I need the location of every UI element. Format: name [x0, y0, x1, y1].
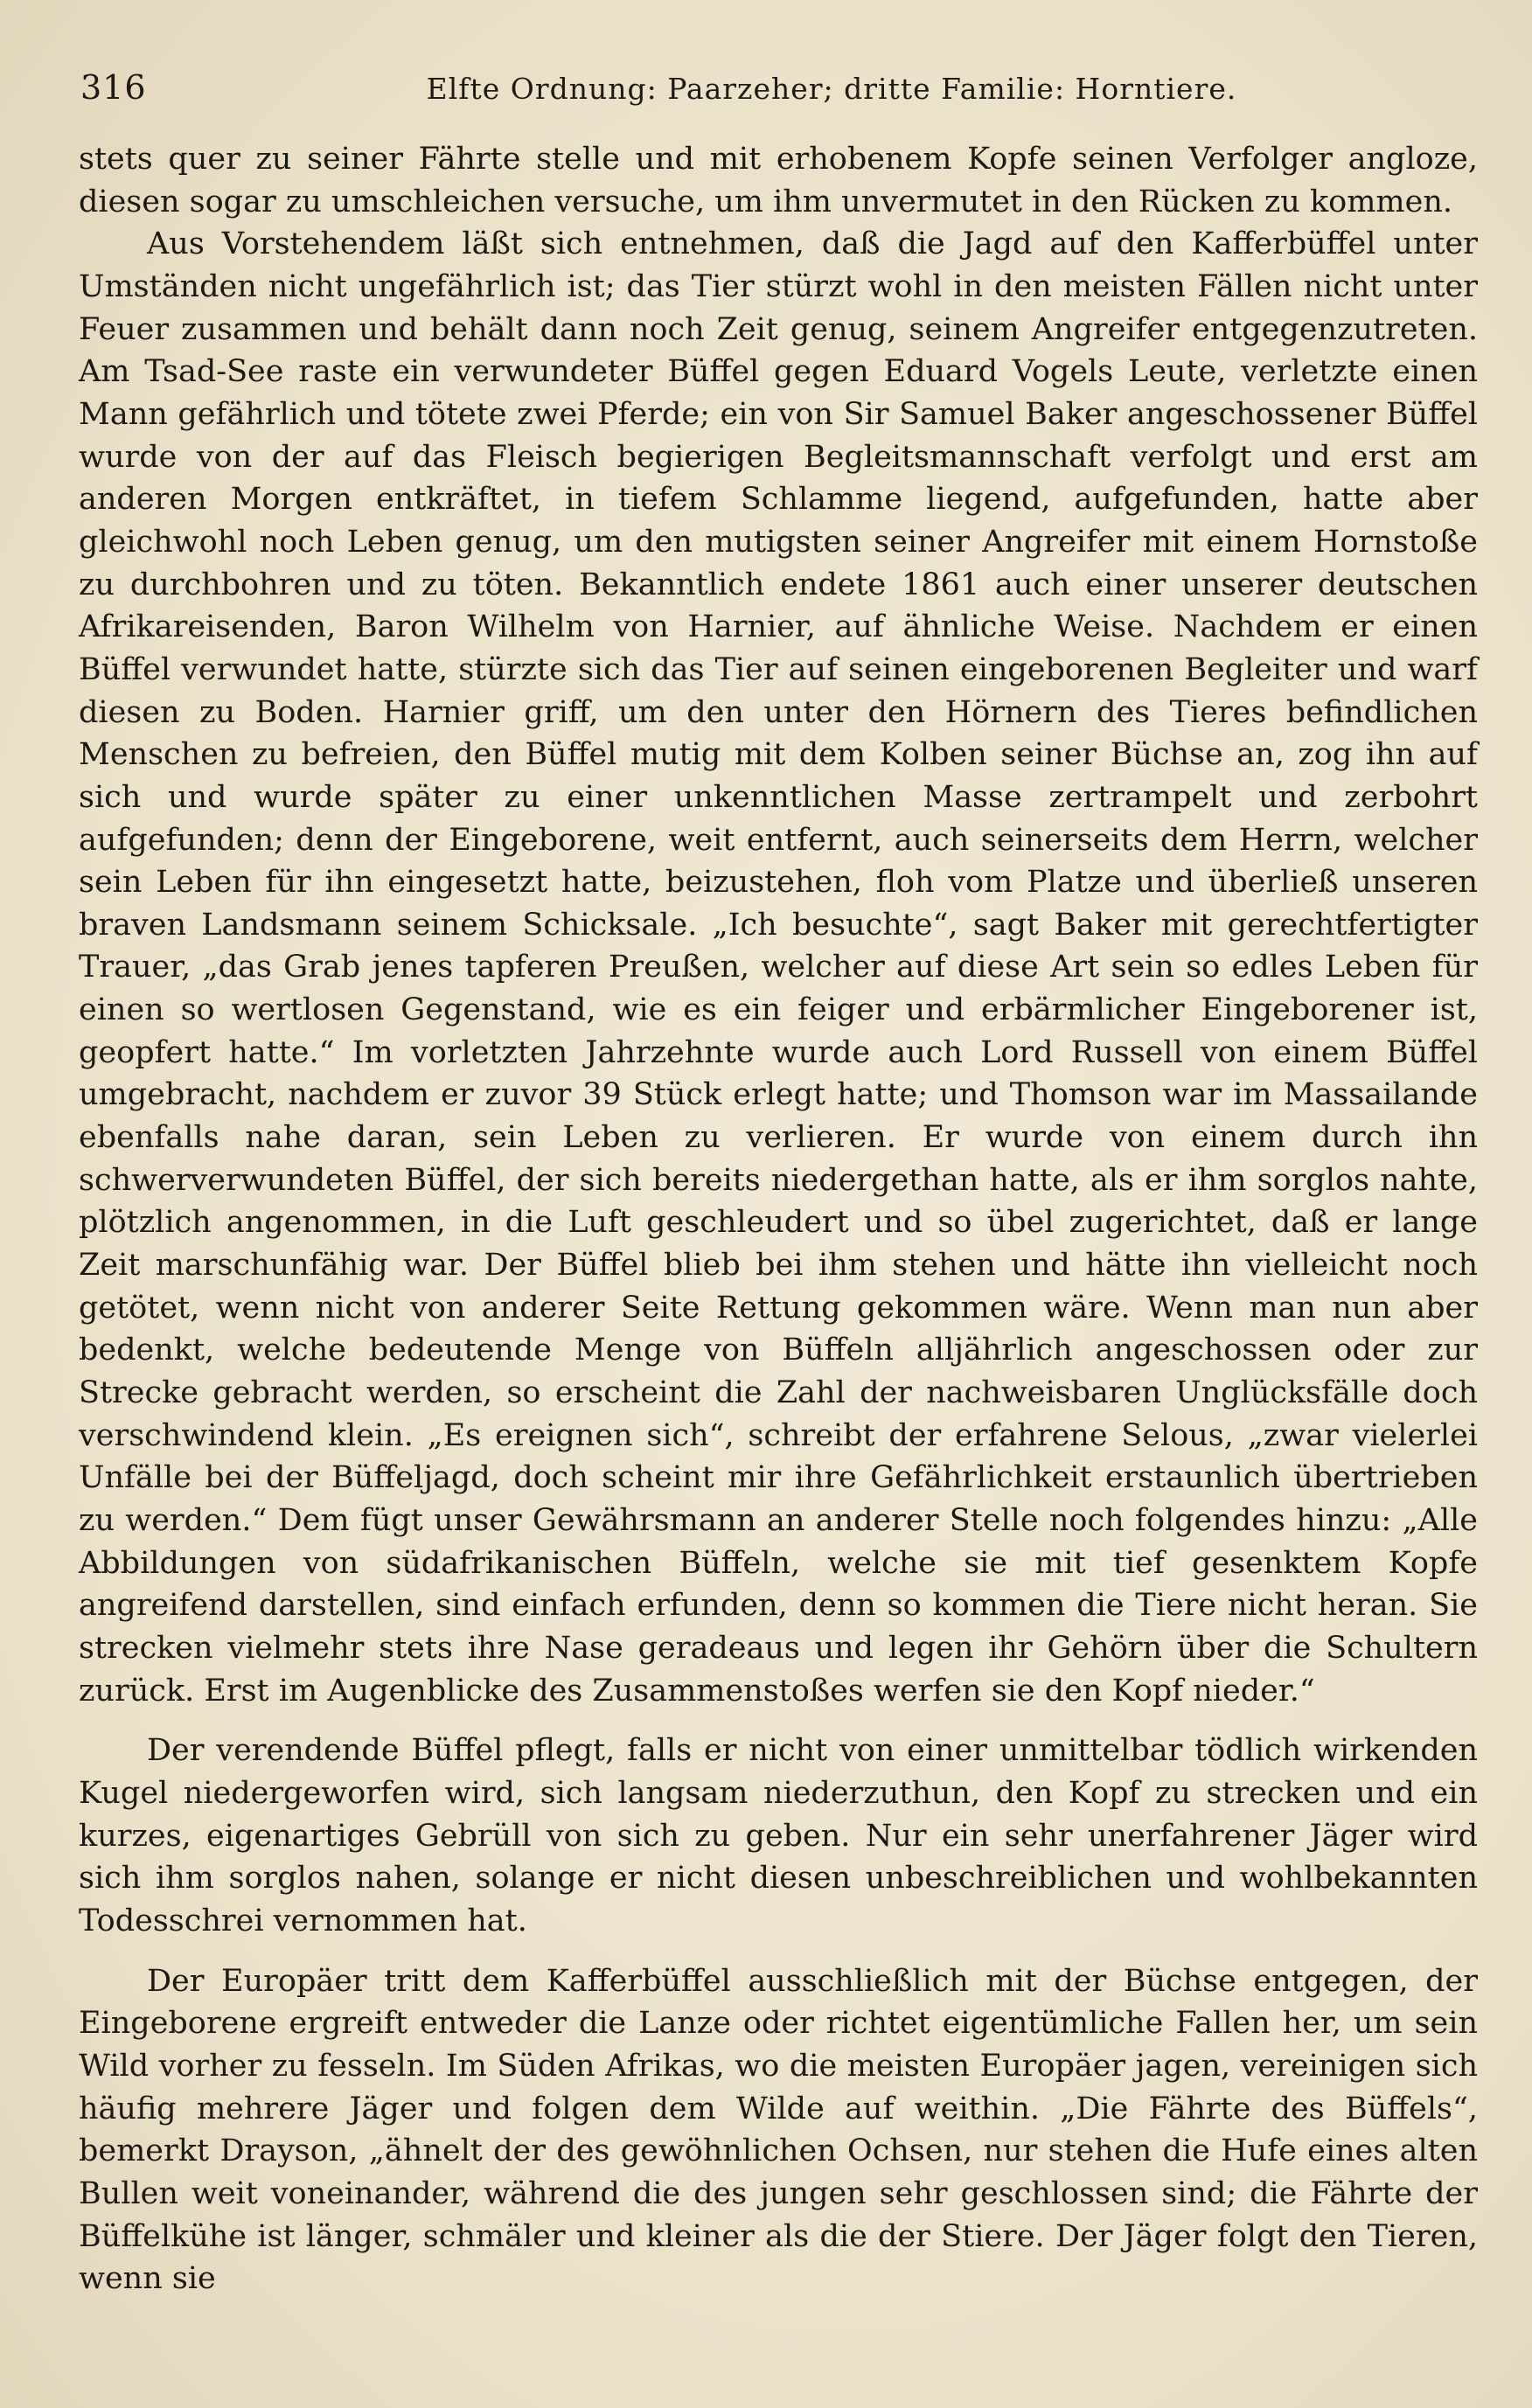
page-header	[80, 68, 1452, 112]
paragraph-buffalo-hunt-danger: Aus Vorstehendem läßt sich entnehmen, daß die Jagd auf den Kafferbüffel unter Umständen nicht ungefährlich ist; das Tier stürzt wohl in den meisten Fällen nicht unter Feuer zusammen und behält dann noch Zeit genug, seinem Angreifer entgegenzutreten. Am Tsad-See raste ein verwundeter Büffel gegen Eduard Vogels Leute, verletzte einen Mann gefährlich und tötete zwei Pferde; ein von Sir Samuel Baker angeschossener Büffel wurde von der auf das Fleisch begierigen Begleitsmannschaft verfolgt und erst am anderen Morgen entkräftet, in tiefem Schlamme liegend, aufgefunden, hatte aber gleichwohl noch Leben genug, um den mutigsten seiner Angreifer mit einem Hornstoße zu durchbohren und zu töten. Bekanntlich endete 1861 auch einer unserer deutschen Afrikareisenden, Baron Wilhelm von Harnier, auf ähnliche Weise. Nachdem er einen Büffel verwundet hatte, stürzte sich das Tier auf seinen eingeborenen Begleiter und warf diesen zu Boden. Harnier griff, um den unter den Hörnern des Tieres befindlichen Menschen zu befreien, den Büffel mutig mit dem Kolben seiner Büchse an, zog ihn auf sich und wurde später zu einer unkenntlichen Masse zertrampelt und zerbohrt aufgefunden; denn der Eingeborene, weit entfernt, auch seinerseits dem Herrn, welcher sein Leben für ihn eingesetzt hatte, beizustehen, floh vom Platze und überließ unseren braven Landsmann seinem Schicksale. „Ich besuchte“, sagt Baker mit gerechtfertigter Trauer, „das Grab jenes tapferen Preußen, welcher auf diese Art sein so edles Leben für einen so wertlosen Gegenstand, wie es ein feiger und erbärmlicher Eingeborener ist, geopfert hatte.“ Im vorletzten Jahrzehnte wurde auch Lord Russell von einem Büffel umgebracht, nachdem er zuvor 39 Stück erlegt hatte; und Thomson war im Massailande ebenfalls nahe daran, sein Leben zu verlieren. Er wurde von einem durch ihn schwerverwundeten Büffel, der sich bereits niedergethan hatte, als er ihm sorglos nahte, plötzlich angenommen, in die Luft geschleudert und so übel zugerichtet, daß er lange Zeit marschunfähig war. Der Büffel blieb bei ihm stehen und hätte ihn vielleicht noch getötet, wenn nicht von anderer Seite Rettung gekommen wäre. Wenn man nun aber bedenkt, welche bedeutende Menge von Büffeln alljährlich angeschossen oder zur Strecke gebracht werden, so erscheint die Zahl der nachweisbaren Unglücksfälle doch verschwindend klein. „Es ereignen sich“, schreibt der erfahrene Selous, „zwar vielerlei Unfälle bei der Büffeljagd, doch scheint mir ihre Gefährlichkeit erstaunlich übertrieben zu werden.“ Dem fügt unser Gewährsmann an anderer Stelle noch folgendes hinzu: „Alle Abbildungen von südafrikanischen Büffeln, welche sie mit tief gesenktem Kopfe angreifend darstellen, sind einfach erfunden, denn so kommen die Tiere nicht heran. Sie strecken vielmehr stets ihre Nase geradeaus und legen ihr Gehörn über die Schultern zurück. Erst im Augenblicke des Zusammenstoßes werfen sie den Kopf nieder.“	[79, 226, 1478, 1709]
main-text	[79, 138, 1478, 2300]
paragraph-dying-buffalo: Der verendende Büffel pflegt, falls er nicht von einer unmittelbar tödlich wirkenden Kugel niedergeworfen wird, sich langsam niederzuthun, den Kopf zu strecken und ein kurzes, eigenartiges Gebrüll von sich zu geben. Nur ein sehr unerfahrener Jäger wird sich ihm sorglos nahen, solange er nicht diesen unbeschreiblichen und wohlbekannten Todesschrei vernommen hat.	[79, 1733, 1478, 1938]
page-number: 316	[80, 68, 147, 107]
running-head: Elfte Ordnung: Paarzeher; dritte Familie: Horntiere.	[426, 72, 1237, 106]
paragraph-hunting-methods: Der Europäer tritt dem Kafferbüffel ausschließlich mit der Büchse entgegen, der Eingeborene ergreift entweder die Lanze oder richtet eigentümliche Fallen her, um sein Wild vorher zu fesseln. Im Süden Afrikas, wo die meisten Europäer jagen, vereinigen sich häufig mehrere Jäger und folgen dem Wilde auf weithin. „Die Fährte des Büffels“, bemerkt Drayson, „ähnelt der des gewöhnlichen Ochsen, nur stehen die Hufe eines alten Bullen weit voneinander, während die des jungen sehr geschlossen sind; die Fährte der Büffelkühe ist länger, schmäler und kleiner als die der Stiere. Der Jäger folgt den Tieren, wenn sie	[79, 1963, 1478, 2297]
paragraph-continuation: stets quer zu seiner Fährte stelle und mit erhobenem Kopfe seinen Verfolger angloze, diesen sogar zu umschleichen versuche, um ihm unvermutet in den Rücken zu kommen.	[79, 142, 1478, 219]
